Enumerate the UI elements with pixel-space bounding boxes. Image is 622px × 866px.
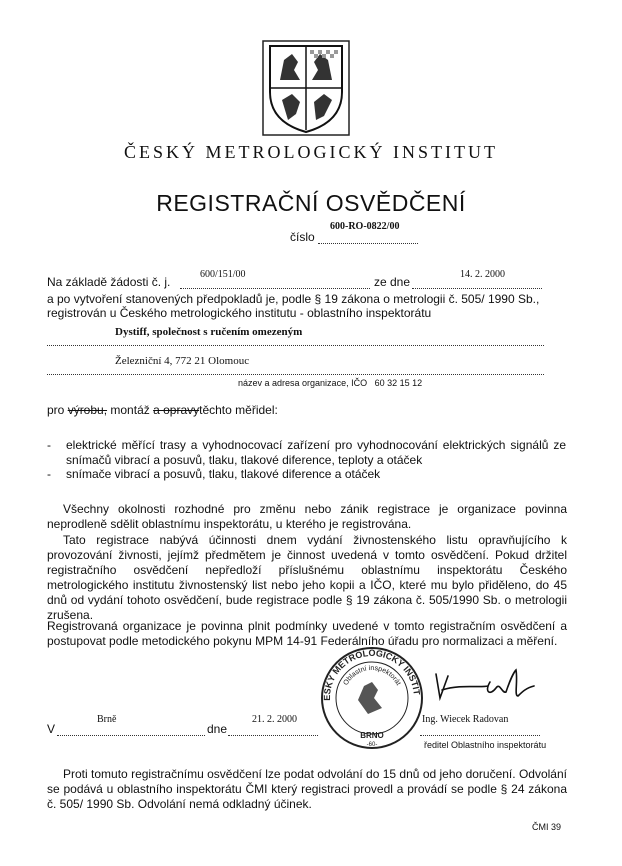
sign-date-field xyxy=(228,714,318,736)
stamp-inner-text: Oblastní inspektorát xyxy=(342,664,402,687)
number-label: číslo xyxy=(290,230,315,244)
item-2-dash: - xyxy=(47,467,51,481)
stamp-city: BRNO xyxy=(360,731,384,740)
org-caption xyxy=(238,378,422,388)
request-prefix: Na základě žádosti č. j. xyxy=(47,275,171,289)
coat-of-arms-emblem xyxy=(262,40,350,136)
sign-date-label: dne xyxy=(207,722,228,736)
request-date-field xyxy=(412,269,542,289)
paragraph-appeal: Proti tomuto registračnímu osvědčení lze podat odvolání do 15 dnů od jeho doručení. Odvolání se podává u oblastního inspektorátu ČMI který registraci provedl a provádí se podle § 24 zákona č. 505/ 1990 Sb. Odvolání nemá odkladný účinek. xyxy=(47,767,567,811)
org-caption-text: název a adresa organizace, IČO xyxy=(238,378,368,388)
handwritten-signature xyxy=(430,662,550,712)
form-code: ČMI 39 xyxy=(532,822,562,832)
org-address-field xyxy=(47,357,544,375)
signer-name: Ing. Wiecek Radovan xyxy=(422,714,509,725)
place-label: V xyxy=(47,722,56,736)
org-name: Dystiff, společnost s ručením omezeným xyxy=(115,326,303,338)
place-field xyxy=(57,714,205,736)
signer-role: ředitel Oblastního inspektorátu xyxy=(424,740,547,750)
stamp-outer-text: ESKÝ METROLOGICKÝ INSTIT xyxy=(321,647,422,701)
document-title: REGISTRAČNÍ OSVĚDČENÍ xyxy=(156,190,466,216)
purpose-tail: těchto měřidel: xyxy=(199,403,278,417)
stamp-number: -60- xyxy=(366,742,378,748)
item-1-dash: - xyxy=(47,438,51,452)
request-date: 14. 2. 2000 xyxy=(460,269,505,280)
paragraph-changes: Všechny okolnosti rozhodné pro změnu nebo zánik registrace je organizace povinna neprodleně sdělit oblastnímu inspektorátu, u kterého je registrována. xyxy=(47,502,567,531)
number-field xyxy=(318,221,418,244)
request-line2: a po vytvoření stanovených předpokladů je, podle § 19 zákona o metrologii č. 505/ 1990 Sb., xyxy=(47,292,540,306)
purpose-vyrobu-struck: výrobu, xyxy=(67,403,108,417)
item-2-text: snímače vibrací a posuvů, tlaku, tlakové diference a otáček xyxy=(66,467,381,481)
number-value: 600-RO-0822/00 xyxy=(330,221,400,232)
request-ref-field xyxy=(180,269,370,289)
sign-date: 21. 2. 2000 xyxy=(252,714,297,725)
purpose-pro: pro xyxy=(47,403,65,417)
paragraph-obligations: Registrovaná organizace je povinna plnit podmínky uvedené v tomto registračním osvědčení a postupovat podle metodického pokynu MPM 14-91 Federálního úřadu pro normalizaci a měření. xyxy=(47,619,567,648)
purpose-opravy-struck: a opravy xyxy=(153,403,200,417)
item-1-text: elektrické měřící trasy a vyhodnocovací zařízení pro vyhodnocování elektrických signálů ze snímačů vibrací a posuvů, tlaku, tlakové diference, teploty a otáček xyxy=(66,438,566,467)
org-name-field xyxy=(47,328,544,346)
request-date-label: ze dne xyxy=(374,275,411,289)
place-value: Brně xyxy=(97,714,117,725)
org-ico: 60 32 15 12 xyxy=(374,378,423,388)
signer-field xyxy=(420,714,540,736)
official-stamp xyxy=(318,642,426,750)
request-ref: 600/151/00 xyxy=(200,269,246,280)
purpose-line xyxy=(47,403,278,418)
purpose-montaz: montáž xyxy=(110,403,150,417)
institution-name: ČESKÝ METROLOGICKÝ INSTITUT xyxy=(124,142,498,162)
paragraph-validity: Tato registrace nabývá účinnosti dnem vydání živnostenského listu opravňujícího k provozování živnosti, jejímž předmětem je činnost uvedená v tomto osvědčení. Pokud držitel registračního osvědčení nepředloží příslušnému oblastnímu inspektorátu Českého metrologického institutu živnostenský list nebo jeho kopii a IČO, které mu bylo přiděleno, do 45 dnů od vydání tohoto osvědčení, bude registrace podle § 19 zákona č. 505/1990 Sb. o metrologii zrušena. xyxy=(47,533,567,622)
request-line3: registrován u Českého metrologického institutu - oblastního inspektorátu xyxy=(47,306,432,320)
org-address: Železniční 4, 772 21 Olomouc xyxy=(115,355,250,367)
